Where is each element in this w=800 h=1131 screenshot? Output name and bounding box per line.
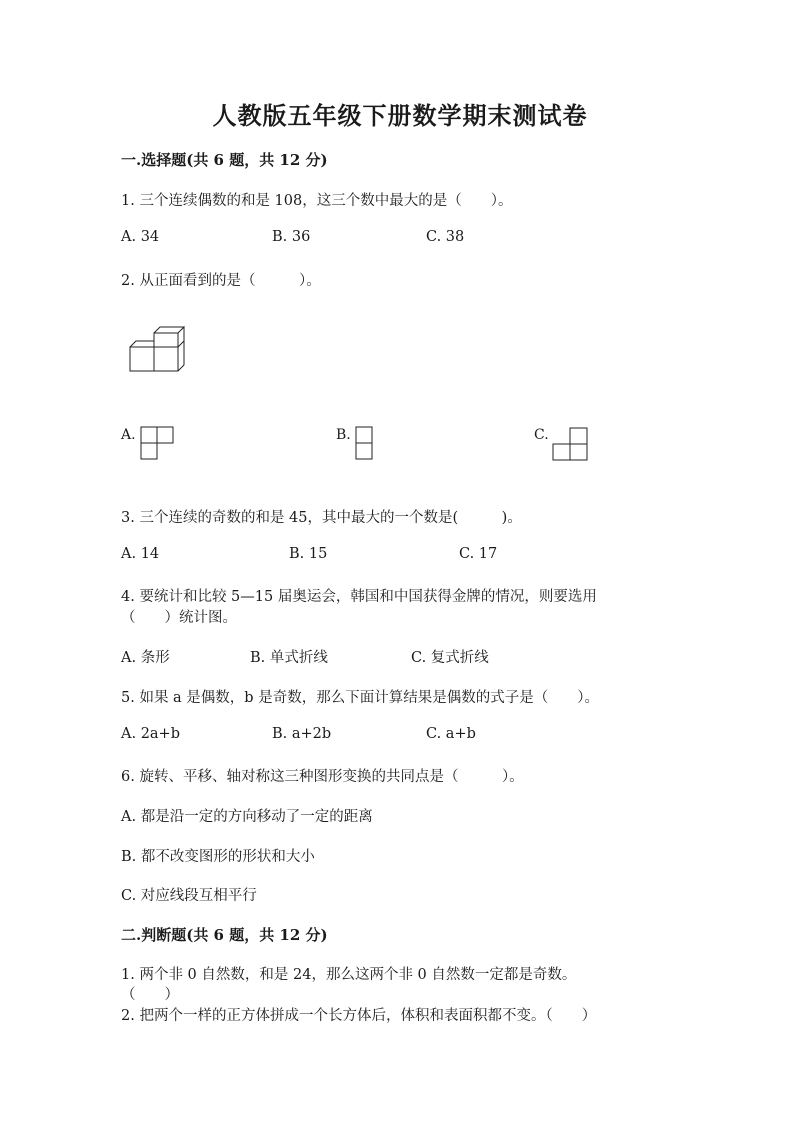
question-1-option-a: A. 34	[121, 229, 160, 245]
question-6-option-c: C. 对应线段互相平行	[121, 888, 257, 904]
question-6-option-b: B. 都不改变图形的形状和大小	[121, 849, 315, 865]
section-heading-judgment: 二.判断题(共 6 题，共 12 分)	[121, 926, 328, 944]
option-b-grid-figure	[355, 426, 375, 462]
option-a-grid-figure	[140, 426, 176, 462]
question-1-option-b: B. 36	[272, 229, 311, 245]
question-2-option-a-label: A.	[121, 427, 136, 443]
question-4-option-c: C. 复式折线	[411, 650, 489, 666]
question-4-text-cont: （ ）统计图。	[121, 610, 237, 626]
question-5-text: 5. 如果 a 是偶数，b 是奇数，那么下面计算结果是偶数的式子是（ ）。	[121, 690, 599, 706]
judgment-1-text: 1. 两个非 0 自然数，和是 24，那么这两个非 0 自然数一定都是奇数。	[121, 967, 577, 983]
question-1-text: 1. 三个连续偶数的和是 108，这三个数中最大的是（ ）。	[121, 193, 513, 209]
question-1-option-c: C. 38	[426, 229, 465, 245]
question-4-text: 4. 要统计和比较 5—15 届奥运会，韩国和中国获得金牌的情况，则要选用	[121, 589, 597, 605]
option-c-grid-figure	[552, 427, 590, 463]
question-2-option-b-label: B.	[336, 427, 351, 443]
question-6-text: 6. 旋转、平移、轴对称这三种图形变换的共同点是（ ）。	[121, 769, 524, 785]
question-3-option-c: C. 17	[459, 546, 498, 562]
question-3-text: 3. 三个连续的奇数的和是 45，其中最大的一个数是( )。	[121, 510, 522, 526]
question-5-option-b: B. a+2b	[272, 726, 332, 742]
question-2-text: 2. 从正面看到的是（ ）。	[121, 273, 321, 289]
judgment-2-text: 2. 把两个一样的正方体拼成一个长方体后，体积和表面积都不变。（ ）	[121, 1008, 597, 1024]
question-5-option-c: C. a+b	[426, 726, 476, 742]
question-4-option-b: B. 单式折线	[250, 650, 328, 666]
question-3-option-b: B. 15	[289, 546, 328, 562]
section-heading-choice: 一.选择题(共 6 题，共 12 分)	[121, 151, 328, 169]
question-6-option-a: A. 都是沿一定的方向移动了一定的距离	[121, 809, 373, 825]
question-4-option-a: A. 条形	[121, 650, 170, 666]
page-title: 人教版五年级下册数学期末测试卷	[212, 101, 588, 130]
question-3-option-a: A. 14	[121, 546, 160, 562]
judgment-1-blank: （ ）	[121, 987, 179, 1003]
cube-stack-figure	[128, 325, 188, 375]
question-5-option-a: A. 2a+b	[121, 726, 180, 742]
question-2-option-c-label: C.	[534, 427, 549, 443]
